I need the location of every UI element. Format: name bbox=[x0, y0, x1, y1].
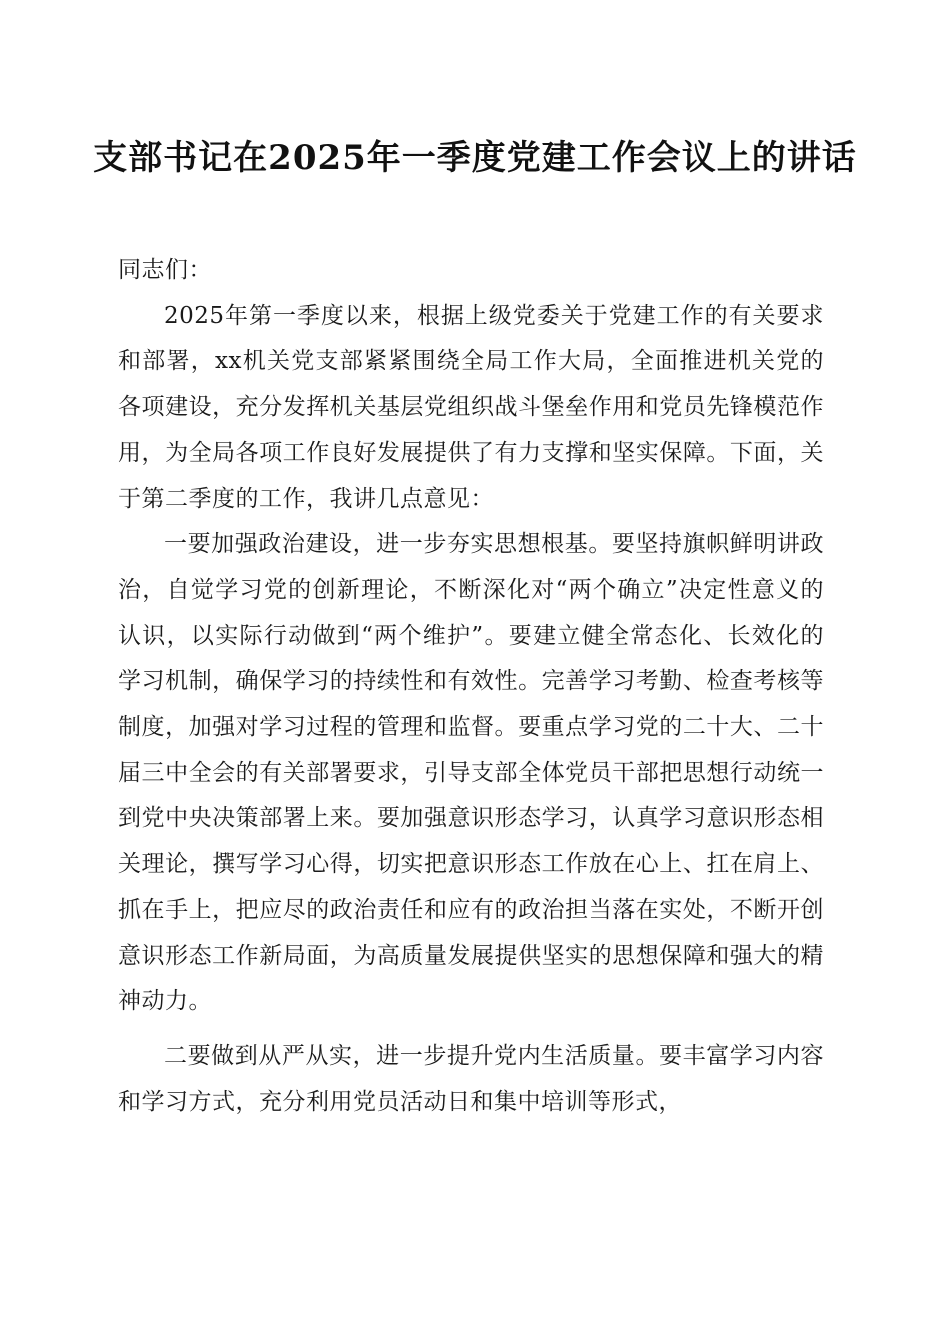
salutation: 同志们： bbox=[118, 257, 212, 283]
document-title: 支部书记在2025年一季度党建工作会议上的讲话 bbox=[93, 138, 857, 178]
document-body bbox=[118, 248, 824, 1125]
paragraph-point-one: 一要加强政治建设，进一步夯实思想根基。要坚持旗帜鲜明讲政治，自觉学习党的创新理论，不断深化对“两个确立”决定性意义的认识，以实际行动做到“两个维护”。要建立健全常态化、长效化的学习机制，确保学习的持续性和有效性。完善学习考勤、检查考核等制度，加强对学习过程的管理和监督。要重点学习党的二十大、二十届三中全会的有关部署要求，引导支部全体党员干部把思想行动统一到党中央决策部署上来。要加强意识形态学习，认真学习意识形态相关理论，撰写学习心得，切实把意识形态工作放在心上、扛在肩上、抓在手上，把应尽的政治责任和应有的政治担当落在实处，不断开创意识形态工作新局面，为高质量发展提供坚实的思想保障和强大的精神动力。 bbox=[118, 531, 824, 1015]
paragraph-point-two: 二要做到从严从实，进一步提升党内生活质量。要丰富学习内容和学习方式，充分利用党员活动日和集中培训等形式， bbox=[118, 1042, 824, 1115]
paragraph-intro: 2025年第一季度以来，根据上级党委关于党建工作的有关要求和部署，xx机关党支部紧紧围绕全局工作大局，全面推进机关党的各项建设，充分发挥机关基层党组织战斗堡垒作用和党员先锋模范作用，为全局各项工作良好发展提供了有力支撑和坚实保障。下面，关于第二季度的工作，我讲几点意见： bbox=[118, 302, 824, 512]
